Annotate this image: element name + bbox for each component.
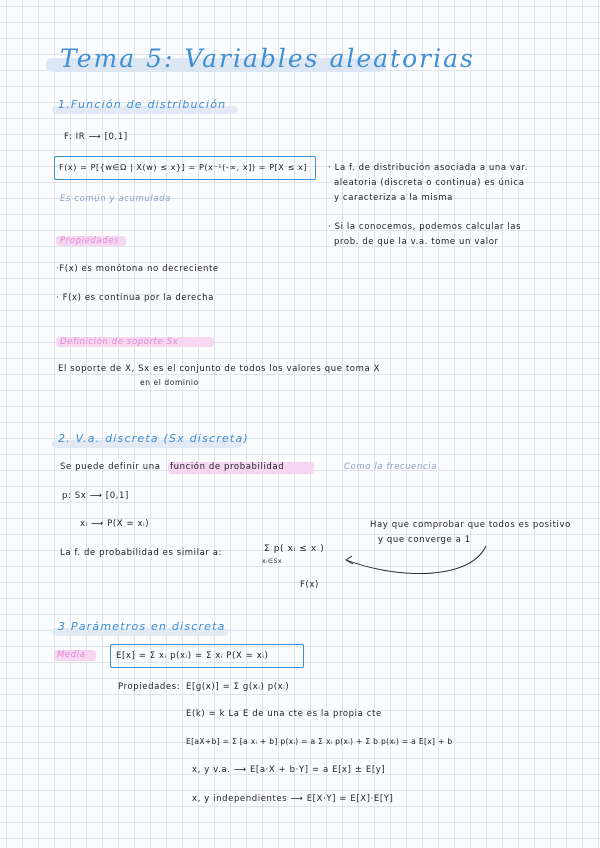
side-note-1-line3: y caracteriza a la misma [334, 193, 453, 203]
pmf-term: función de probabilidad [170, 462, 285, 472]
properties-label: Propiedades [60, 236, 120, 246]
distribution-definition: F(x) = P[{w∈Ω | X(w) ≤ x}] = P(x⁻¹(-∞, x]) = P[X ≤ x] [59, 163, 308, 172]
property-2: · F(x) es continua por la derecha [56, 293, 214, 303]
mean-property-4: x, y v.a. ⟶ E[a·X + b·Y] = a E[x] ± E[y] [192, 765, 386, 775]
mean-property-2: E(k) = k La E de una cte es la propia cte [186, 709, 382, 719]
check-note-2: y que converge a 1 [378, 535, 471, 545]
pmf-sum: Σ p( xᵢ ≤ x ) [264, 544, 325, 554]
cumulative-note: Es común y acumulada [60, 194, 171, 204]
mean-properties-label: Propiedades: [118, 682, 181, 692]
pmf-map-2: xᵢ ⟶ P(X = xᵢ) [80, 519, 150, 529]
cdf-label: F(x) [300, 580, 319, 590]
pmf-intro: Se puede definir una [60, 462, 161, 472]
support-line-1: El soporte de X, Sx es el conjunto de todos los valores que toma X [58, 364, 380, 374]
check-note-1: Hay que comprobar que todos es positivo [370, 520, 571, 530]
section1-heading: 1.Función de distribución [58, 98, 227, 111]
section3-heading: 3 Parámetros en discreta [58, 620, 226, 633]
media-label: Media [57, 650, 86, 660]
mean-formula: E[x] = Σ xᵢ p(xᵢ) = Σ xᵢ P(X = xᵢ) [116, 651, 269, 661]
distribution-map: F: IR ⟶ [0,1] [64, 132, 128, 142]
mean-property-5: x, y independientes ⟶ E[X·Y] = E[X]·E[Y] [192, 794, 394, 804]
pmf-sum-index: xᵢ∈Sx [262, 558, 283, 565]
property-1: ·F(x) es monótona no decreciente [56, 264, 219, 274]
side-note-1-line1: · La f. de distribución asociada a una var. [328, 163, 529, 173]
mean-property-3: E[aX+b] = Σ [a xᵢ + b] p(xᵢ) = a Σ xᵢ p(xᵢ) + Σ b p(xᵢ) = a E[x] + b [186, 737, 453, 746]
side-note-2-line2: prob. de que la v.a. tome un valor [334, 237, 499, 247]
section2-heading: 2. V.a. discreta (Sx discreta) [58, 432, 249, 445]
pmf-relation: La f. de probabilidad es similar a: [60, 548, 223, 558]
mean-property-1: E[g(x)] = Σ g(xᵢ) p(xᵢ) [186, 682, 290, 692]
frequency-aside: Como la frecuencia [344, 462, 438, 472]
side-note-1-line2: aleatoria (discreta o continua) es única [334, 178, 525, 188]
side-note-2-line1: · Si la conocemos, podemos calcular las [328, 222, 522, 232]
support-line-2: en el dominio [140, 378, 199, 387]
support-label: Definición de soporte Sx [60, 337, 179, 347]
pmf-map-1: p: Sx ⟶ [0,1] [62, 491, 129, 501]
page-title: Tema 5: Variables aleatorias [60, 44, 475, 73]
